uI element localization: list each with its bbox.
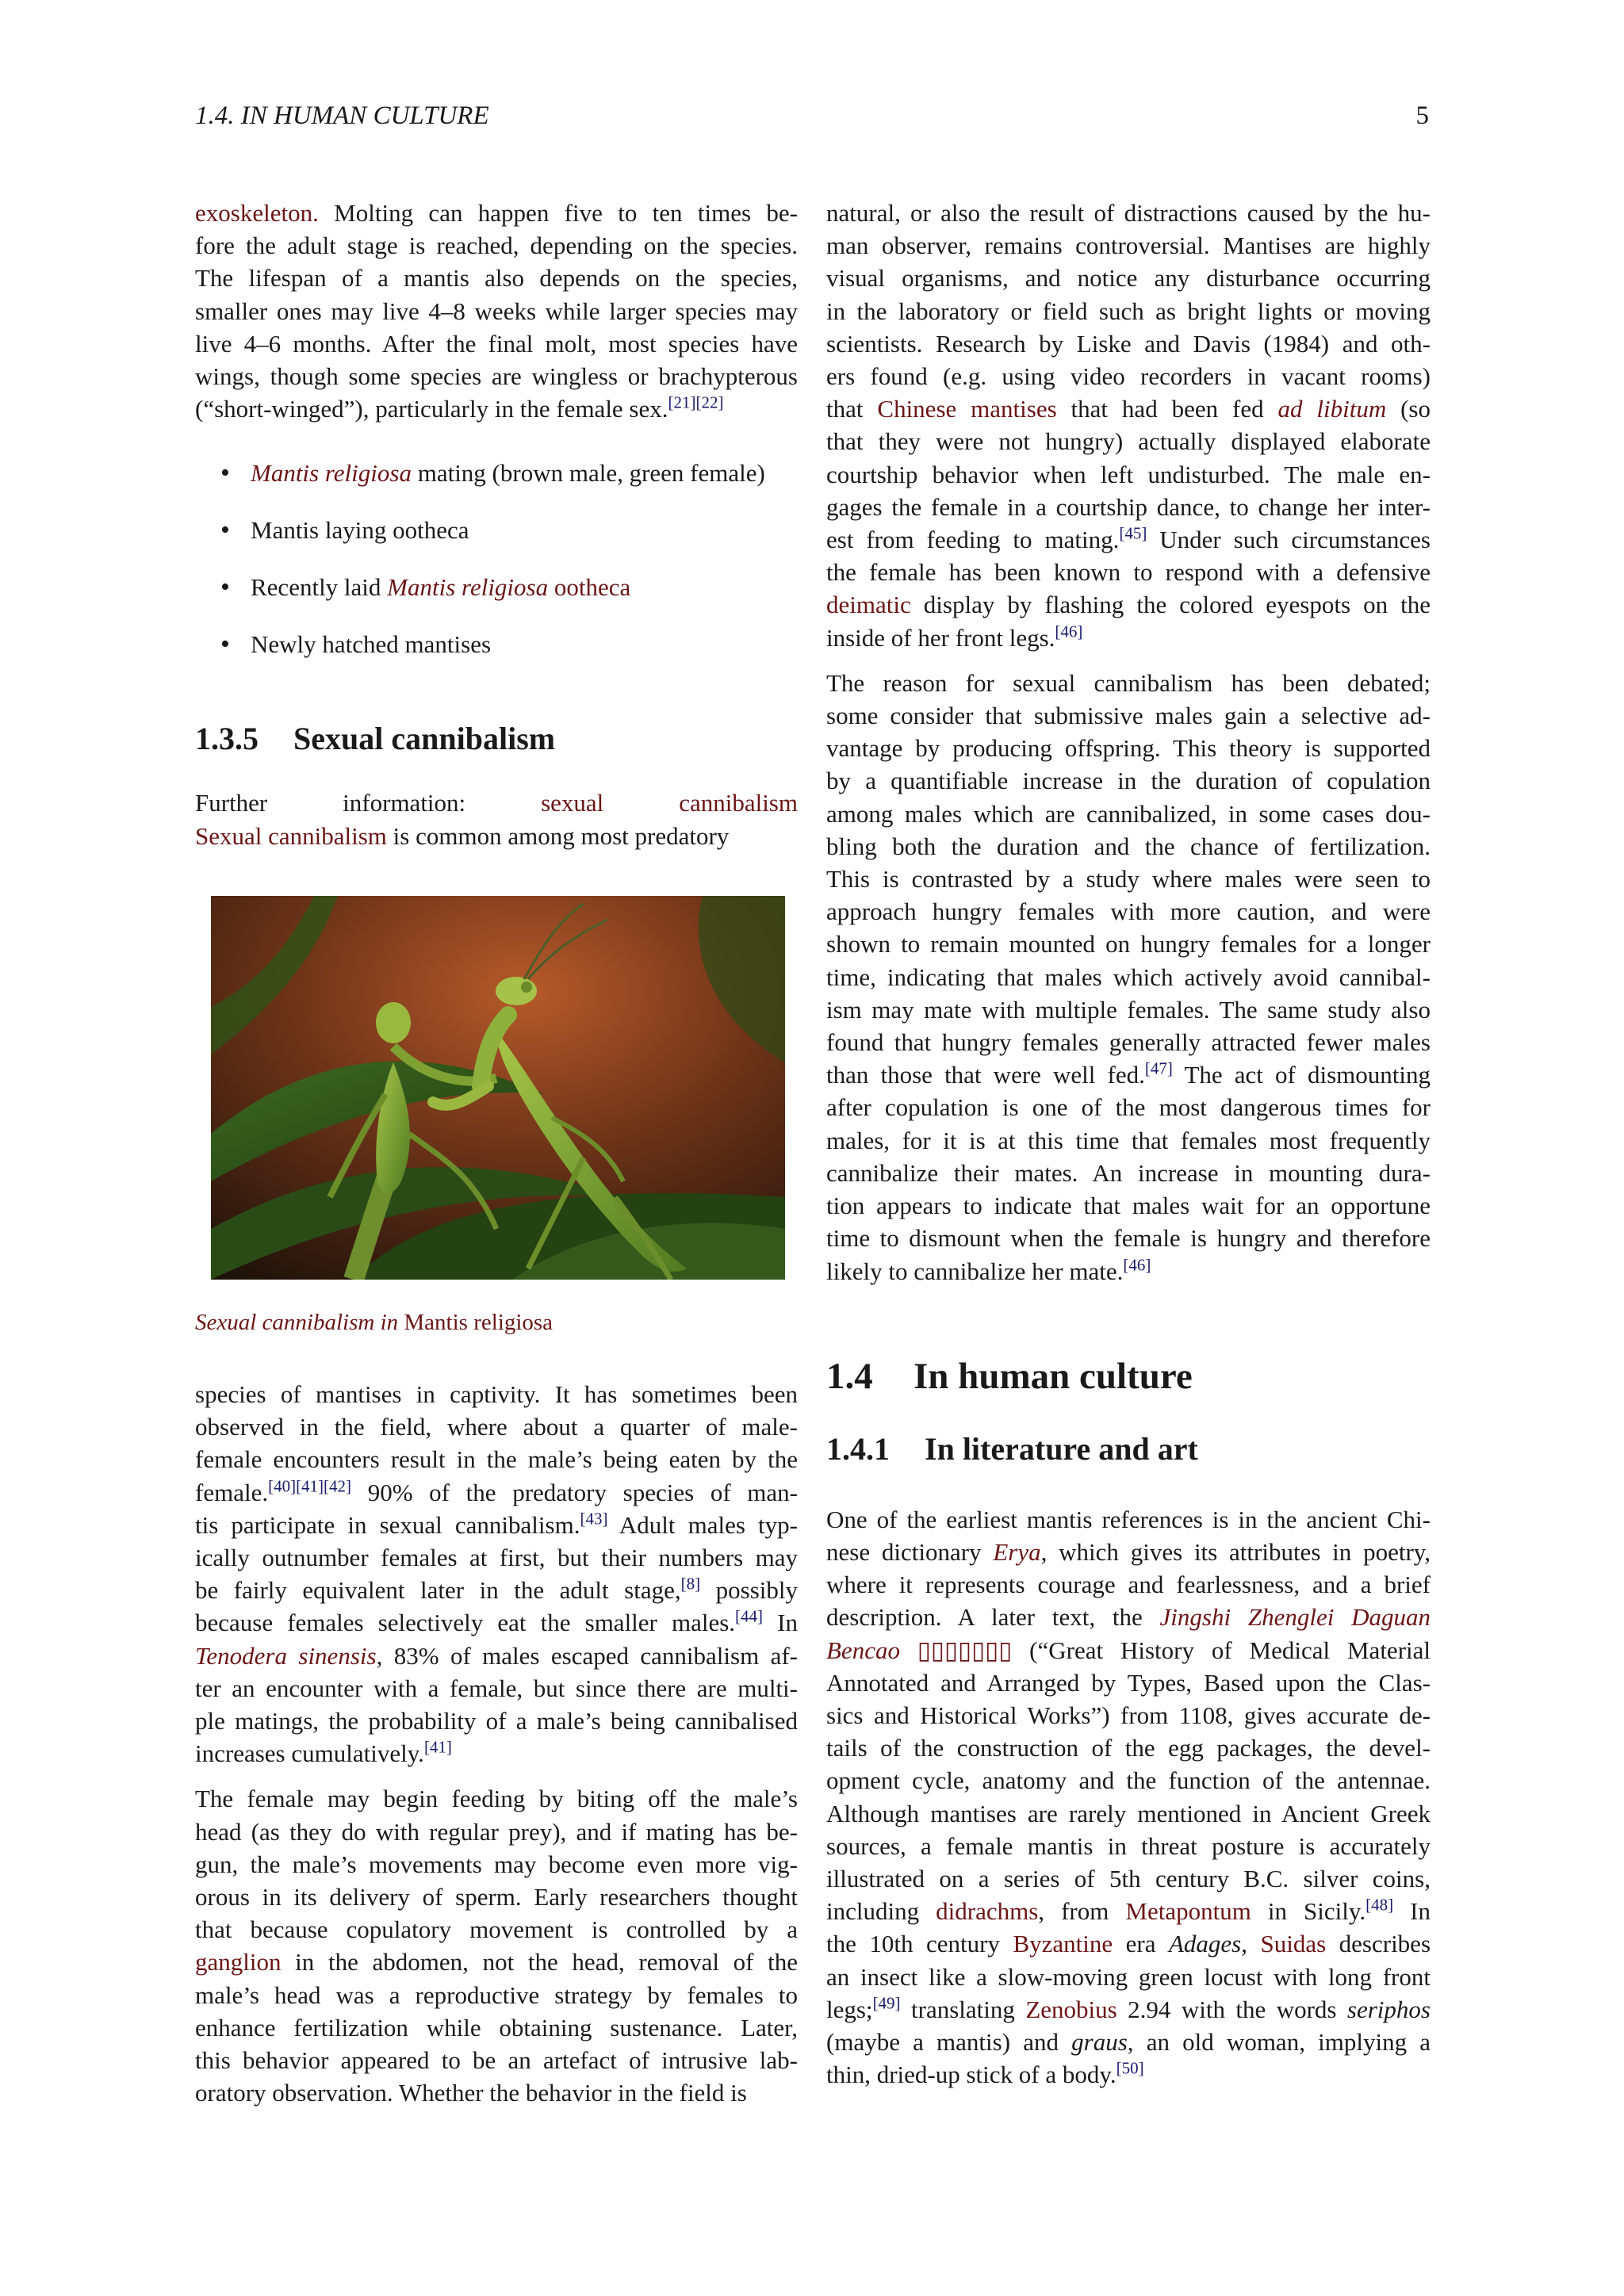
text-line [826,1830,1431,1862]
text-run: than those that were well fed. [826,1061,1145,1089]
text-line [826,1568,1431,1601]
text-run: scientists. Research by Liske and Davis (1984) and oth- [826,329,1431,358]
section-number: 1.4 [826,1355,873,1397]
text-line [195,392,798,425]
text-line [195,1848,798,1881]
text-run: males, for it is at this time that females most frequently [826,1126,1431,1154]
text-link[interactable]: exoskeleton. [195,199,319,227]
text-run: , an old woman, implying a [1127,2027,1431,2056]
text-line [195,197,798,229]
text-line [826,993,1431,1026]
text-line [826,1222,1431,1254]
text-run: Mantis laying ootheca [251,516,469,545]
text-run: The female may begin feeding by biting off the male’s [195,1785,798,1813]
figure-caption [195,1310,553,1336]
text-line [195,1378,798,1410]
text-run: increases cumulatively. [195,1739,424,1768]
running-header [195,101,1429,138]
text-link[interactable]: ganglion [195,1948,282,1976]
text-run: Annotated and Arranged by Types, Based upon the Clas- [826,1668,1431,1697]
paragraph [195,1378,798,1770]
text-run: smaller ones may live 4–8 weeks while larger species may [195,297,798,325]
page-number: 5 [1415,101,1429,130]
text-line [826,1667,1431,1699]
text-line [826,764,1431,797]
text-line [826,961,1431,993]
text-line [826,1124,1431,1157]
text-line [826,1601,1431,1633]
text-run: legs; [826,1995,873,2023]
text-link[interactable]: Byzantine [1013,1930,1113,1958]
text-line [826,360,1431,392]
subsection-number: 1.4.1 [826,1430,890,1467]
text-line [826,327,1431,360]
text-run: gun, the male’s movements may become even more vig- [195,1850,798,1878]
text-line [195,1816,798,1848]
text-run: by a quantifiable increase in the duration of copulation [826,767,1431,795]
text-link[interactable]: Sexual cannibalism [195,821,387,850]
text-run: (maybe a mantis) and [826,2027,1072,2056]
text-line [195,1672,798,1705]
text-line [826,1797,1431,1830]
text-run: opment cycle, anatomy and the function of the antennae. [826,1766,1431,1795]
text-run: 90% of the predatory species of man- [351,1478,798,1506]
text-line [826,229,1431,262]
text-link[interactable]: Metapontum [1125,1897,1251,1926]
section-title: Sexual cannibalism [293,721,556,757]
text-run: head (as they do with regular prey), and if mating has be- [195,1817,798,1846]
list-item [195,571,798,628]
text-run: natural, or also the result of distractions caused by the hu- [826,199,1431,227]
text-line [826,699,1431,732]
text-link[interactable]: ootheca [553,573,631,602]
text-line [826,392,1431,425]
text-run: tis participate in sexual cannibalism. [195,1510,580,1539]
text-run: enhance fertilization while obtaining sustenance. Later, [195,2013,798,2042]
text-line [826,622,1431,654]
text-line [195,360,798,392]
text-line [826,1895,1431,1927]
text-line [195,1979,798,2011]
citation[interactable]: [47] [1144,1058,1173,1078]
text-run: in the laboratory or field such as bright lights or moving [826,297,1431,325]
text-line [826,863,1431,895]
text-run: where it represents courage and fearlessness, and a brief [826,1571,1431,1599]
text-run: One of the earliest mantis references is in the ancient Chi- [826,1505,1431,1533]
citation[interactable]: [50] [1116,2058,1144,2078]
text-link[interactable]: sexual cannibalism [541,789,798,817]
text-line [195,2044,798,2076]
text-link[interactable]: Tenodera sinensis [195,1641,377,1670]
text-run: era [1113,1930,1169,1958]
text-line [826,458,1431,491]
text-line [826,1699,1431,1732]
text-run: describes [1326,1930,1431,1958]
text-line [195,1541,798,1574]
text-line [195,1705,798,1737]
text-run: time to dismount when the female is hungry and therefore [826,1224,1431,1253]
text-line [826,1189,1431,1222]
text-run: possibly [700,1576,798,1605]
text-run: Further information: [195,789,542,817]
citation[interactable]: [41] [423,1737,452,1757]
text-line [826,895,1431,928]
text-line [826,1536,1431,1568]
citation[interactable]: [46] [1123,1255,1151,1275]
paragraph [826,1503,1431,2091]
text-run: , from [1038,1897,1126,1926]
text-run: live 4–6 months. After the final molt, most species have [195,329,798,358]
text-run: The act of dismounting [1172,1061,1431,1089]
text-run: female. [195,1478,269,1506]
text-run: (“Great History of Medical Material [1012,1636,1431,1664]
text-line [826,732,1431,764]
citation[interactable]: [40][41][42] [268,1476,352,1496]
text-line [195,1476,798,1509]
citation[interactable]: [21][22] [668,392,724,412]
text-run: Although mantises are rarely mentioned in Ancient Greek [826,1799,1431,1827]
text-link[interactable]: ad libitum [1277,395,1387,423]
text-line [195,1443,798,1475]
mantis-photo [211,896,785,1280]
text-run: tails of the construction of the egg packages, the devel- [826,1734,1431,1762]
text-line [826,1091,1431,1123]
text-line [826,1026,1431,1058]
text-link[interactable]: Erya [993,1537,1041,1566]
text-run: that they were not hungry) actually displayed elaborate [826,427,1431,456]
further-information [195,786,798,851]
subsection-heading [826,1430,1431,1468]
text-line [826,1732,1431,1764]
text-link[interactable]: Sexual cannibalism in [195,1310,399,1335]
text-run: orous in its delivery of sperm. Early researchers thought [195,1883,798,1911]
text-run: Under such circumstances [1147,526,1431,554]
text-run: man observer, remains controversial. Mantises are highly [826,232,1431,260]
text-run: because females selectively eat the smaller males. [195,1609,736,1637]
text-run: in the abdomen, not the head, removal of the [281,1948,798,1976]
text-run: some consider that submissive males gain a selective ad- [826,702,1431,730]
text-run: female encounters result in the male’s being eaten by the [195,1445,798,1474]
running-header-section: 1.4. IN HUMAN CULTURE [195,101,489,130]
text-link[interactable]: deimatic [826,591,911,619]
text-run: , [1241,1930,1261,1958]
text-line [826,2026,1431,2058]
text-run: sics and Historical Works”) from 1108, gives accurate de- [826,1701,1431,1729]
list-item [195,628,798,685]
text-run: graus [1071,2027,1128,2056]
text-line [195,295,798,327]
citation[interactable]: [46] [1055,622,1083,641]
paragraph [826,667,1431,1288]
text-line [195,1913,798,1946]
text-line [195,2011,798,2044]
text-run: The lifespan of a mantis also depends on the species, [195,264,798,293]
text-run: In [1393,1897,1431,1926]
text-run: thin, dried-up stick of a body. [826,2061,1116,2089]
text-line [826,1862,1431,1895]
text-run: male’s head was a reproductive strategy by females to [195,1980,798,2009]
text-line [826,491,1431,523]
text-run: likely to cannibalize her mate. [826,1257,1124,1285]
text-line [826,1764,1431,1797]
citation[interactable]: [45] [1119,523,1147,543]
text-run: wings, though some species are wingless or brachypterous [195,362,798,391]
text-run: that [826,395,878,423]
text-run: inside of her front legs. [826,623,1055,652]
text-run: Adages [1168,1930,1242,1958]
text-line [826,1927,1431,1960]
text-line [826,523,1431,556]
text-run: In [763,1609,798,1637]
text-run: approach hungry females with more caution, and were [826,897,1431,926]
text-run: (“short-winged”), particularly in the female sex. [195,395,668,423]
text-line [826,798,1431,830]
text-run: ple matings, the probability of a male’s being cannibalised [195,1707,798,1735]
citation[interactable]: [48] [1365,1895,1394,1915]
text-line [826,1255,1431,1288]
text-line [195,1410,798,1443]
citation[interactable]: [44] [735,1607,764,1627]
paragraph [195,197,798,425]
text-run: Adult males typ- [607,1510,798,1539]
left-column-lower [195,1378,798,2122]
paragraph [826,197,1431,654]
text-line [826,830,1431,863]
text-line [826,556,1431,588]
text-line [195,1737,798,1770]
text-link[interactable]: Bencao [826,1636,900,1664]
text-link[interactable]: Mantis religiosa [387,573,549,602]
text-run: this behavior appeared to be an artefact of intrusive lab- [195,2046,798,2075]
text-run: ers found (e.g. using video recorders in vacant rooms) [826,362,1431,391]
text-line [826,197,1431,229]
text-run: is common among most predatory [386,821,730,850]
text-run: visual organisms, and notice any disturbance occurring [826,264,1431,293]
text-run: This is contrasted by a study where males were seen to [826,865,1431,894]
text-run: The reason for sexual cannibalism has been debated; [826,668,1431,697]
text-line [826,425,1431,457]
text-line [195,2076,798,2109]
text-line [195,229,798,262]
text-line [195,786,798,819]
text-run: est from feeding to mating. [826,526,1120,554]
text-run: courtship behavior when left undisturbed. The male en- [826,460,1431,488]
subsection-title: In literature and art [925,1430,1198,1467]
citation[interactable]: [49] [872,1993,901,2013]
text-run: be fairly equivalent later in the adult stage, [195,1576,681,1605]
text-run: the female has been known to respond with a defensive [826,558,1431,587]
text-line [826,1157,1431,1189]
mantis-illustration [211,896,785,1280]
text-run: , 83% of males escaped cannibalism af- [376,1641,798,1670]
text-run: Recently laid [251,573,388,602]
text-run: nese dictionary [826,1537,994,1566]
text-line [195,1782,798,1815]
text-run: display by flashing the colored eyespots on the [910,591,1431,619]
text-line [195,327,798,360]
text-line [195,1946,798,1978]
text-run: 2.94 with the words [1116,1995,1347,2023]
text-run: time, indicating that males which actively avoid cannibal- [826,962,1431,991]
text-line [195,1881,798,1913]
text-line [826,1634,1431,1667]
text-line [826,1503,1431,1536]
text-run: ically outnumber females at first, but their numbers may [195,1544,798,1572]
text-run: in Sicily. [1251,1897,1366,1926]
text-run: tion appears to indicate that males wait for an opportune [826,1192,1431,1220]
text-run: (so [1386,395,1431,423]
section-heading [826,1354,1431,1399]
text-link[interactable]: Mantis religiosa [398,1310,553,1335]
section-number: 1.3.5 [195,721,259,757]
text-run: cannibalize their mates. An increase in mounting dura- [826,1158,1431,1187]
text-run: found that hungry females generally attracted fewer males [826,1028,1431,1057]
text-run: , which gives its attributes in poetry, [1040,1537,1431,1566]
text-run: species of mantises in captivity. It has sometimes been [195,1380,798,1408]
text-run: seriphos [1346,1995,1431,2023]
text-line [826,588,1431,621]
text-run [548,573,554,601]
text-line [826,1961,1431,1993]
section-heading [195,720,798,758]
text-run: that because copulatory movement is controlled by a [195,1915,798,1944]
text-run: bling both the duration and the chance of fertilization. [826,832,1431,860]
text-link[interactable]: Mantis religiosa [251,459,412,488]
list-item [195,514,798,571]
section-title: In human culture [914,1355,1193,1397]
text-run: sources, a female mantis in threat posture is accurately [826,1831,1431,1860]
text-line [826,1993,1431,2026]
text-line [195,820,798,852]
text-run: after copulation is one of the most dangerous times for [826,1093,1431,1122]
text-line [826,667,1431,699]
list-item [195,457,798,514]
right-column [826,197,1431,2103]
text-line [826,295,1431,327]
paragraph [195,1782,798,2109]
text-run: Newly hatched mantises [251,630,492,659]
text-link[interactable]: Jingshi Zhenglei Daguan [1159,1603,1431,1632]
text-run: mating (brown male, green female) [411,459,765,488]
text-line [195,1640,798,1672]
text-run: including [826,1897,936,1926]
text-run: observed in the field, where about a quarter of male- [195,1413,798,1441]
text-line [195,1509,798,1541]
text-run: shown to remain mounted on hungry females for a longer [826,930,1431,959]
text-link[interactable]: Chinese mantises [877,395,1057,423]
text-line [195,1574,798,1606]
text-run: vantage by producing offspring. This theory is supported [826,734,1431,763]
text-run: ism may mate with multiple females. The same study also [826,995,1431,1024]
citation[interactable]: [8] [680,1574,701,1594]
text-line [826,1058,1431,1091]
text-run: translating [900,1995,1026,2023]
text-run: ter an encounter with a female, but since there are multi- [195,1674,798,1702]
text-run: fore the adult stage is reached, depending on the species. [195,232,798,260]
text-run: oratory observation. Whether the behavior in the field is [195,2079,747,2107]
text-link[interactable]: Zenobius [1025,1995,1117,2023]
text-link[interactable] [900,1636,917,1664]
text-run: Molting can happen five to ten times be- [318,199,798,227]
text-run: the 10th century [826,1930,1013,1958]
text-run: description. A later text, the [826,1603,1160,1632]
text-run: among males which are cannibalized, in some cases dou- [826,799,1431,828]
text-line [195,262,798,294]
left-column [195,197,798,865]
text-line [826,2058,1431,2091]
text-line [195,1606,798,1639]
gallery-list [195,457,798,685]
text-run: illustrated on a series of 5th century B.C. silver coins, [826,1864,1431,1892]
text-line [826,928,1431,960]
text-run: that had been fed [1056,395,1278,423]
text-run: gages the female in a courtship dance, to change her inter- [826,492,1431,521]
text-link[interactable]: Suidas [1260,1930,1327,1958]
text-line [826,262,1431,294]
citation[interactable]: [43] [580,1509,608,1529]
text-run: an insect like a slow-moving green locust with long front [826,1962,1431,1991]
text-link[interactable]: ▯▯▯▯▯▯▯ [917,1636,1013,1664]
text-link[interactable]: didrachms [936,1897,1039,1926]
